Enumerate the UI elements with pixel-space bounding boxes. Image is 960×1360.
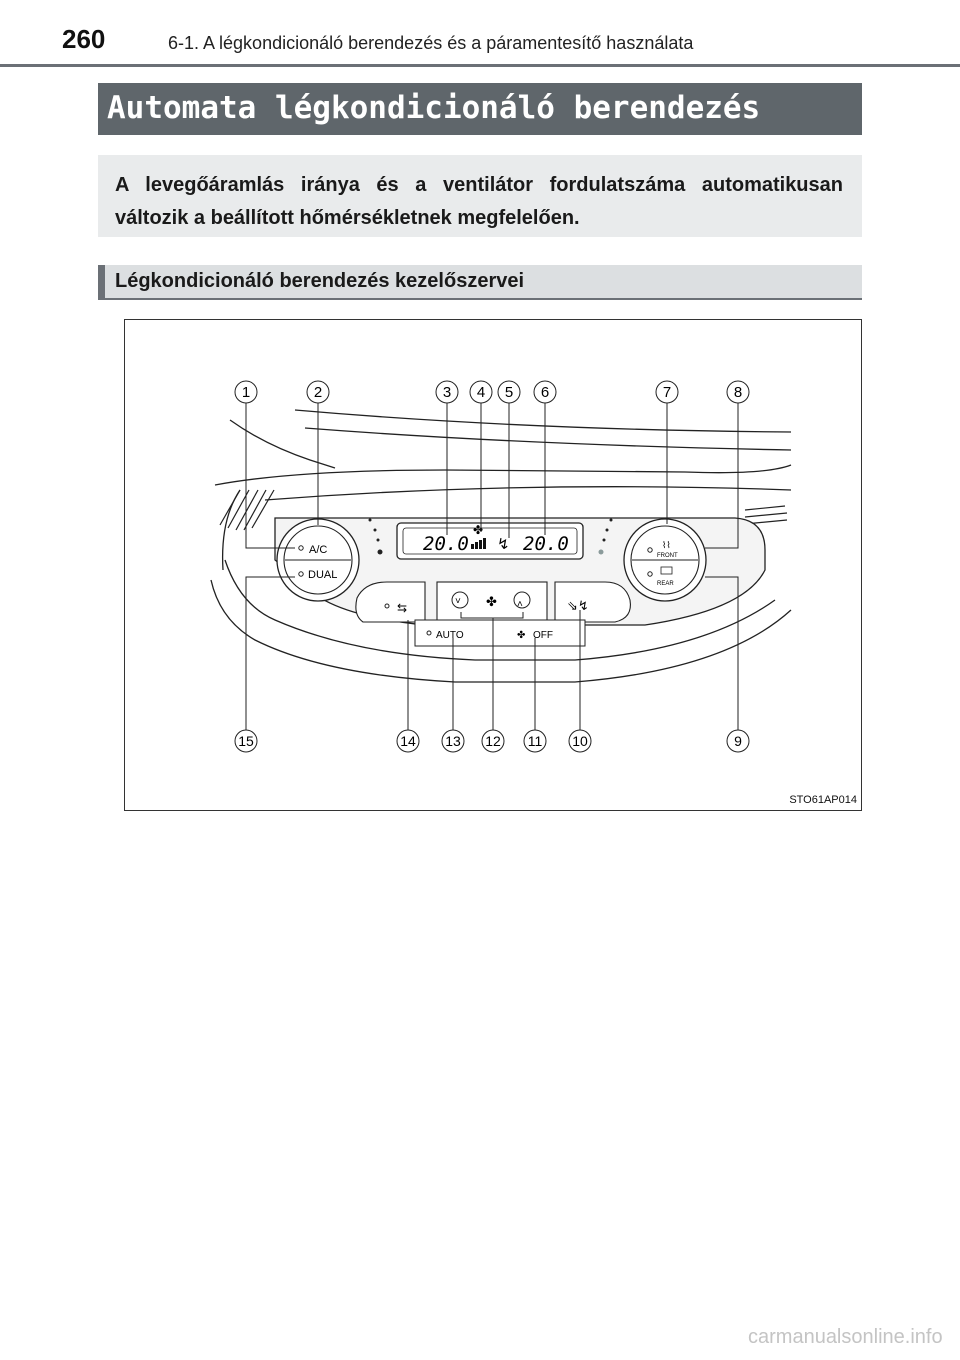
display-fan-icon: ✤: [473, 523, 484, 537]
callout-9: 9: [734, 733, 742, 749]
callout-4: 4: [476, 384, 486, 401]
climate-control-illustration: [125, 320, 861, 810]
left-temperature-knob[interactable]: [277, 519, 359, 601]
section-title: Automata légkondicionáló berendezés: [107, 90, 761, 126]
front-defog-icon: ⌇⌇: [662, 540, 671, 550]
auto-button-label[interactable]: AUTO: [436, 630, 464, 641]
climate-control-figure: [124, 319, 862, 811]
callout-12: 12: [485, 733, 501, 749]
callout-14: 14: [400, 733, 416, 749]
callout-5: 5: [504, 384, 514, 401]
dual-button-label: DUAL: [308, 569, 338, 581]
subsection-accent: [98, 265, 105, 300]
callout-7: 7: [662, 384, 672, 401]
callouts-top: [235, 381, 749, 403]
off-fan-icon: ✤: [517, 630, 526, 641]
right-temperature-readout: 20.0: [523, 533, 569, 555]
fan-icon: ✤: [486, 594, 497, 609]
chevron-down-icon: ˅: [455, 596, 461, 607]
callouts-bottom: [235, 730, 749, 752]
off-button-label[interactable]: OFF: [533, 630, 553, 641]
front-button-label: FRONT: [657, 553, 678, 559]
callout-8: 8: [733, 384, 743, 401]
figure-code: STO61AP014: [789, 794, 857, 806]
recirculation-button[interactable]: [356, 582, 425, 622]
header-rule: [0, 64, 960, 67]
intro-box: [98, 155, 862, 237]
left-vent-icon: [220, 490, 274, 530]
callout-10: 10: [572, 733, 588, 749]
callout-15: 15: [238, 733, 254, 749]
subsection-heading: [98, 265, 862, 300]
callout-13: 13: [445, 733, 461, 749]
callout-2: 2: [313, 384, 323, 401]
page-number: 260: [62, 24, 106, 54]
recirculation-icon: ⇆: [397, 601, 408, 615]
subsection-title: Légkondicionáló berendezés kezelőszervei: [115, 270, 525, 292]
ac-button-label: A/C: [309, 544, 328, 556]
section-banner: [98, 83, 862, 135]
callout-11: 11: [527, 733, 543, 749]
right-temperature-knob[interactable]: [624, 519, 706, 601]
callout-1: 1: [241, 384, 251, 401]
callout-3: 3: [442, 384, 452, 401]
right-vent-icon: [745, 506, 787, 524]
rear-button-label: REAR: [657, 581, 674, 587]
airflow-direction-icon: ⇘↯: [567, 598, 589, 613]
intro-text: A levegőáramlás iránya és a ventilátor fordulatszáma automatikusan változik a beállított hőmérsékletnek megfelelően.: [115, 174, 843, 229]
callout-6: 6: [540, 384, 550, 401]
airflow-mode-icon: ↯: [497, 536, 510, 553]
chevron-up-icon: ˄: [517, 599, 523, 610]
left-temperature-readout: 20.0: [423, 533, 469, 555]
chapter-title: 6-1. A légkondicionáló berendezés és a páramentesítő használata: [168, 33, 694, 53]
watermark: carmanualsonline.info: [748, 1326, 943, 1348]
